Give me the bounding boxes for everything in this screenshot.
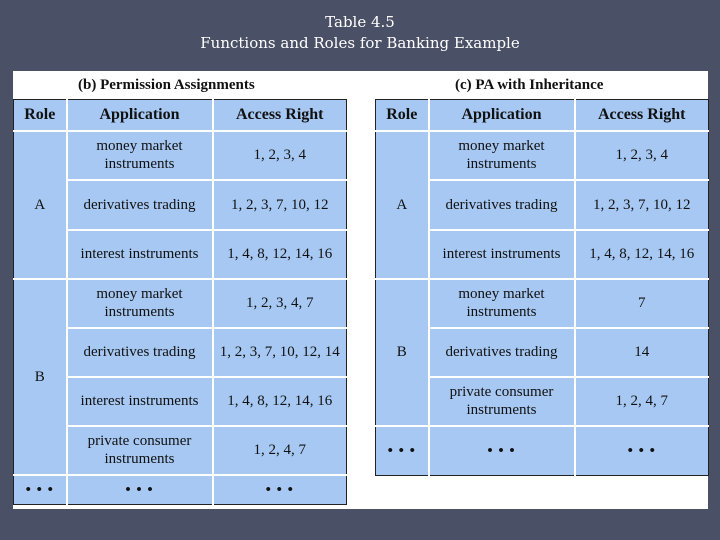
access-right-cell: 7 <box>575 279 709 328</box>
access-right-cell: 1, 2, 4, 7 <box>575 377 709 426</box>
slide-title-line-1: Table 4.5 <box>325 13 395 31</box>
left-table-caption: (b) Permission Assignments <box>78 77 255 93</box>
role-more-cell: • • • <box>14 475 67 505</box>
application-cell: derivatives trading <box>429 180 575 230</box>
access-right-cell: 1, 4, 8, 12, 14, 16 <box>213 230 347 279</box>
application-cell: interest instruments <box>67 230 213 279</box>
access-right-cell: 14 <box>575 328 709 377</box>
header-application: Application <box>429 100 575 131</box>
access-more-cell: • • • <box>213 475 347 505</box>
header-role: Role <box>376 100 429 131</box>
tables-panel <box>13 71 708 509</box>
application-cell: derivatives trading <box>67 328 213 377</box>
application-cell: private consumer instruments <box>67 426 213 475</box>
header-access-right: Access Right <box>213 100 347 131</box>
header-access-right: Access Right <box>575 100 709 131</box>
application-more-cell: • • • <box>429 426 575 476</box>
role-b-cell: B <box>376 279 429 426</box>
application-cell: private consumer instruments <box>429 377 575 426</box>
header-role: Role <box>14 100 67 131</box>
slide-title-line-2: Functions and Roles for Banking Example <box>200 34 520 52</box>
application-cell: derivatives trading <box>429 328 575 377</box>
application-cell: money market instruments <box>429 131 575 180</box>
permission-assignments-table <box>13 99 347 505</box>
access-right-cell: 1, 2, 3, 4 <box>575 131 709 180</box>
role-a-cell: A <box>376 131 429 279</box>
access-right-cell: 1, 2, 4, 7 <box>213 426 347 475</box>
application-cell: money market instruments <box>67 131 213 180</box>
header-application: Application <box>67 100 213 131</box>
access-right-cell: 1, 2, 3, 4, 7 <box>213 279 347 328</box>
access-right-cell: 1, 2, 3, 7, 10, 12 <box>575 180 709 230</box>
application-cell: money market instruments <box>67 279 213 328</box>
access-right-cell: 1, 2, 3, 4 <box>213 131 347 180</box>
access-right-cell: 1, 4, 8, 12, 14, 16 <box>213 377 347 426</box>
access-right-cell: 1, 2, 3, 7, 10, 12, 14 <box>213 328 347 377</box>
right-table-caption: (c) PA with Inheritance <box>455 77 604 93</box>
application-cell: money market instruments <box>429 279 575 328</box>
application-cell: interest instruments <box>429 230 575 279</box>
access-right-cell: 1, 4, 8, 12, 14, 16 <box>575 230 709 279</box>
slide-title <box>0 12 720 54</box>
role-b-cell: B <box>14 279 67 475</box>
application-cell: interest instruments <box>67 377 213 426</box>
role-more-cell: • • • <box>376 426 429 476</box>
access-more-cell: • • • <box>575 426 709 476</box>
application-cell: derivatives trading <box>67 180 213 230</box>
pa-with-inheritance-table <box>375 99 709 476</box>
role-a-cell: A <box>14 131 67 279</box>
access-right-cell: 1, 2, 3, 7, 10, 12 <box>213 180 347 230</box>
application-more-cell: • • • <box>67 475 213 505</box>
